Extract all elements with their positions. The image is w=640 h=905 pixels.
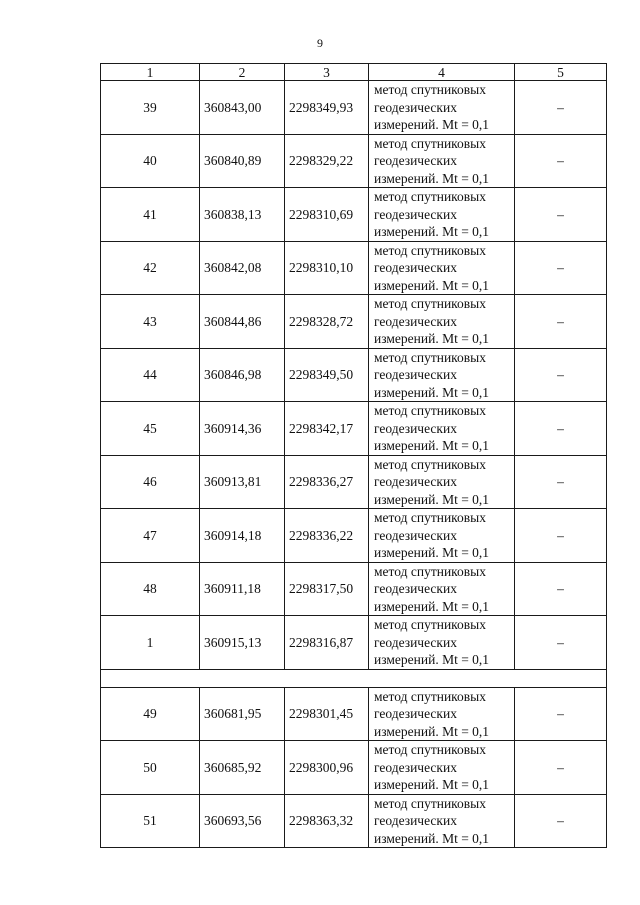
- table-row: [101, 402, 607, 456]
- method-line: измерений. Mt = 0,1: [374, 224, 490, 239]
- coordinates-table: [100, 63, 607, 848]
- method-cell: [369, 509, 515, 563]
- method-line: измерений. Mt = 0,1: [374, 277, 490, 293]
- x-coordinate-cell: 360844,86: [200, 295, 285, 349]
- method-line: метод спутниковых: [374, 617, 486, 632]
- method-cell: [369, 134, 515, 188]
- column-header-2: 2: [200, 64, 285, 81]
- method-line: метод спутниковых: [374, 742, 486, 757]
- point-number-cell: 1: [101, 616, 200, 670]
- page-number: 9: [317, 36, 323, 50]
- method-line: измерений. Mt = 0,1: [374, 830, 490, 846]
- x-coordinate-cell: 360915,13: [200, 616, 285, 670]
- method-line: измерений. Mt = 0,1: [374, 438, 490, 453]
- method-line: геодезических: [374, 527, 457, 543]
- table-row: [101, 794, 607, 848]
- y-coordinate-cell: 2298316,87: [285, 616, 369, 670]
- method-line: измерений. Mt = 0,1: [374, 598, 490, 614]
- method-cell: [369, 188, 515, 242]
- y-coordinate-cell: 2298349,50: [285, 348, 369, 402]
- method-line: измерений. Mt = 0,1: [374, 117, 490, 132]
- column-header-4: 4: [369, 64, 515, 81]
- method-line: метод спутниковых: [374, 510, 486, 525]
- method-line: метод спутниковых: [374, 456, 486, 472]
- method-line: измерений. Mt = 0,1: [374, 384, 490, 400]
- note-cell: –: [515, 295, 607, 349]
- method-line: геодезических: [374, 367, 457, 382]
- table-row: [101, 81, 607, 135]
- method-line: метод спутниковых: [374, 135, 486, 151]
- method-line: метод спутниковых: [374, 688, 486, 704]
- table-row: [101, 616, 607, 670]
- method-cell: [369, 616, 515, 670]
- x-coordinate-cell: 360846,98: [200, 348, 285, 402]
- method-line: измерений. Mt = 0,1: [374, 777, 490, 792]
- method-line: измерений. Mt = 0,1: [374, 723, 490, 739]
- method-cell: [369, 81, 515, 135]
- note-cell: –: [515, 794, 607, 848]
- table-row: [101, 188, 607, 242]
- method-line: метод спутниковых: [374, 296, 486, 311]
- note-cell: –: [515, 241, 607, 295]
- x-coordinate-cell: 360843,00: [200, 81, 285, 135]
- method-line: геодезических: [374, 313, 457, 329]
- note-cell: –: [515, 134, 607, 188]
- table-row: [101, 741, 607, 795]
- method-cell: [369, 562, 515, 616]
- y-coordinate-cell: 2298310,69: [285, 188, 369, 242]
- method-line: метод спутниковых: [374, 82, 486, 97]
- y-coordinate-cell: 2298336,27: [285, 455, 369, 509]
- point-number-cell: 43: [101, 295, 200, 349]
- point-number-cell: 39: [101, 81, 200, 135]
- note-cell: –: [515, 562, 607, 616]
- y-coordinate-cell: 2298329,22: [285, 134, 369, 188]
- point-number-cell: 46: [101, 455, 200, 509]
- method-cell: [369, 402, 515, 456]
- method-cell: [369, 741, 515, 795]
- method-line: метод спутниковых: [374, 242, 486, 258]
- table-row: [101, 134, 607, 188]
- x-coordinate-cell: 360911,18: [200, 562, 285, 616]
- table-row: [101, 348, 607, 402]
- method-line: метод спутниковых: [374, 189, 486, 204]
- point-number-cell: 50: [101, 741, 200, 795]
- y-coordinate-cell: 2298349,93: [285, 81, 369, 135]
- method-line: измерений. Mt = 0,1: [374, 652, 490, 667]
- x-coordinate-cell: 360693,56: [200, 794, 285, 848]
- method-line: геодезических: [374, 420, 457, 436]
- y-coordinate-cell: 2298300,96: [285, 741, 369, 795]
- x-coordinate-cell: 360914,18: [200, 509, 285, 563]
- column-header-1: 1: [101, 64, 200, 81]
- method-line: геодезических: [374, 474, 457, 489]
- method-line: геодезических: [374, 706, 457, 721]
- note-cell: –: [515, 687, 607, 741]
- method-line: измерений. Mt = 0,1: [374, 331, 490, 346]
- y-coordinate-cell: 2298317,50: [285, 562, 369, 616]
- y-coordinate-cell: 2298310,10: [285, 241, 369, 295]
- table-row: [101, 455, 607, 509]
- point-number-cell: 49: [101, 687, 200, 741]
- table-row: [101, 509, 607, 563]
- method-cell: [369, 794, 515, 848]
- method-line: измерений. Mt = 0,1: [374, 170, 490, 186]
- method-line: геодезических: [374, 99, 457, 115]
- method-cell: [369, 455, 515, 509]
- method-line: геодезических: [374, 634, 457, 650]
- table-row: [101, 241, 607, 295]
- group-separator-cell: [101, 669, 607, 687]
- method-line: измерений. Mt = 0,1: [374, 491, 490, 507]
- method-line: геодезических: [374, 260, 457, 275]
- point-number-cell: 40: [101, 134, 200, 188]
- x-coordinate-cell: 360914,36: [200, 402, 285, 456]
- point-number-cell: 44: [101, 348, 200, 402]
- column-header-5: 5: [515, 64, 607, 81]
- method-cell: [369, 241, 515, 295]
- point-number-cell: 41: [101, 188, 200, 242]
- method-line: метод спутниковых: [374, 403, 486, 418]
- method-line: метод спутниковых: [374, 795, 486, 811]
- y-coordinate-cell: 2298336,22: [285, 509, 369, 563]
- table-row: [101, 562, 607, 616]
- point-number-cell: 45: [101, 402, 200, 456]
- y-coordinate-cell: 2298342,17: [285, 402, 369, 456]
- table-row: [101, 295, 607, 349]
- y-coordinate-cell: 2298301,45: [285, 687, 369, 741]
- x-coordinate-cell: 360840,89: [200, 134, 285, 188]
- note-cell: –: [515, 741, 607, 795]
- method-line: геодезических: [374, 759, 457, 775]
- method-line: метод спутниковых: [374, 349, 486, 365]
- method-line: метод спутниковых: [374, 563, 486, 579]
- method-line: геодезических: [374, 153, 457, 168]
- x-coordinate-cell: 360838,13: [200, 188, 285, 242]
- note-cell: –: [515, 188, 607, 242]
- method-cell: [369, 295, 515, 349]
- x-coordinate-cell: 360685,92: [200, 741, 285, 795]
- coordinates-table-body: [101, 64, 607, 848]
- y-coordinate-cell: 2298328,72: [285, 295, 369, 349]
- table-header-row: [101, 64, 607, 81]
- note-cell: –: [515, 81, 607, 135]
- y-coordinate-cell: 2298363,32: [285, 794, 369, 848]
- table-row: [101, 687, 607, 741]
- method-cell: [369, 348, 515, 402]
- note-cell: –: [515, 348, 607, 402]
- point-number-cell: 48: [101, 562, 200, 616]
- point-number-cell: 42: [101, 241, 200, 295]
- method-cell: [369, 687, 515, 741]
- group-separator-row: [101, 669, 607, 687]
- x-coordinate-cell: 360842,08: [200, 241, 285, 295]
- note-cell: –: [515, 509, 607, 563]
- note-cell: –: [515, 455, 607, 509]
- x-coordinate-cell: 360913,81: [200, 455, 285, 509]
- method-line: измерений. Mt = 0,1: [374, 545, 490, 560]
- note-cell: –: [515, 616, 607, 670]
- method-line: геодезических: [374, 581, 457, 596]
- point-number-cell: 47: [101, 509, 200, 563]
- method-line: геодезических: [374, 813, 457, 828]
- column-header-3: 3: [285, 64, 369, 81]
- method-line: геодезических: [374, 206, 457, 222]
- x-coordinate-cell: 360681,95: [200, 687, 285, 741]
- point-number-cell: 51: [101, 794, 200, 848]
- note-cell: –: [515, 402, 607, 456]
